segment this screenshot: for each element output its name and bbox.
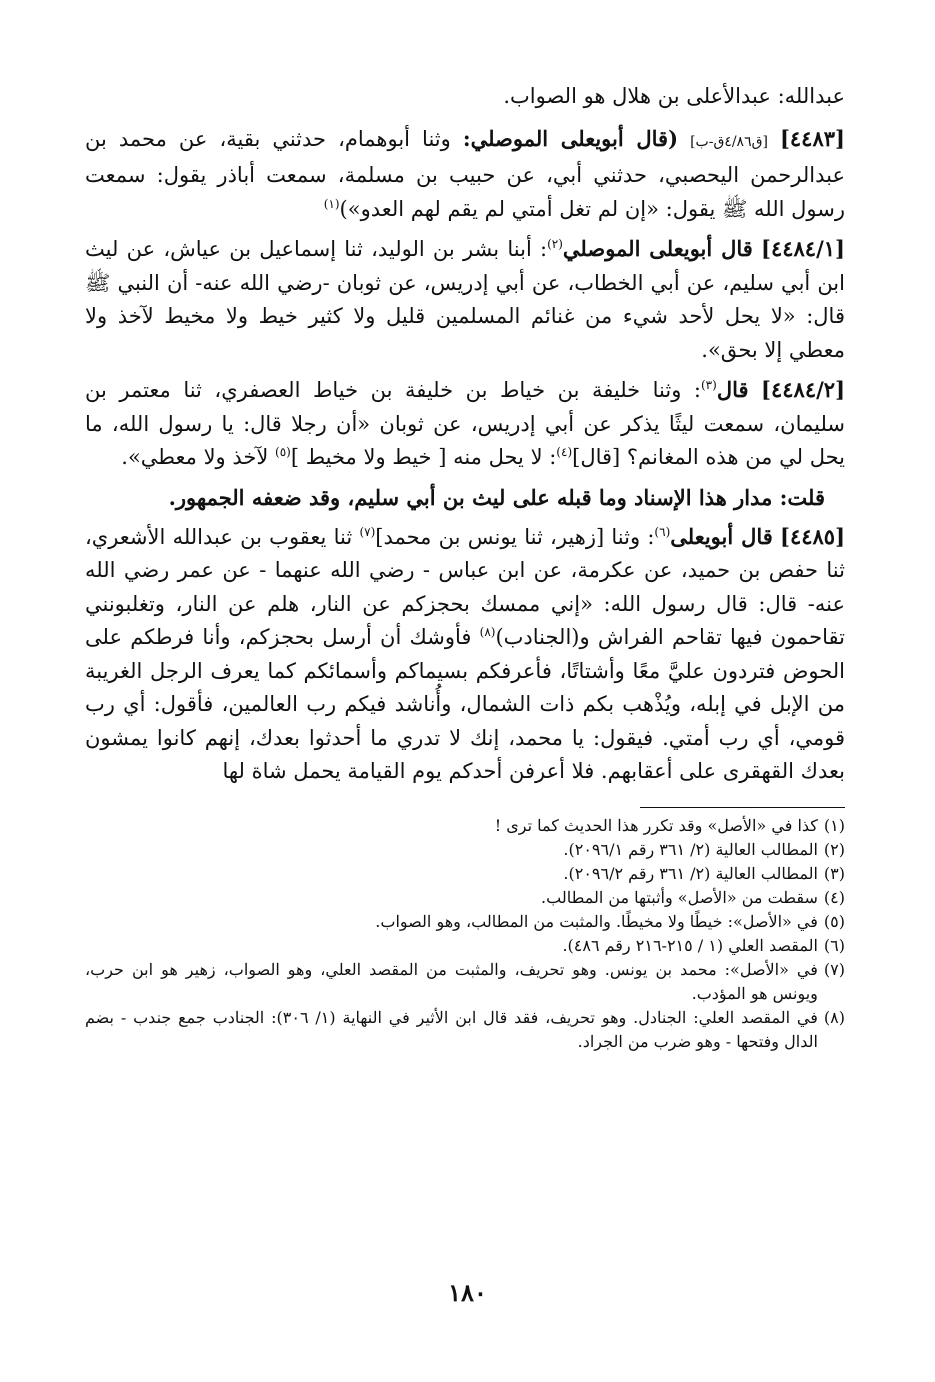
entry-attribution: (قال أبويعلى الموصلي:: [462, 125, 679, 151]
entry-attribution: قال أبويعلى: [670, 523, 773, 549]
footnote-ref: (٥): [275, 445, 291, 459]
entry-text: وثنا أبوهمام، حدثني بقية، عن محمد بن عبدالرحمن اليحصبي، حدثني أبي، عن حبيب بن مسلمة، سمعت أباذر يقول: سمعت رسول الله ﷺ يقول: «إن لم تغل أمتي لم يقم لهم العدو»): [85, 126, 845, 221]
footnote-mark: (٢): [823, 839, 845, 859]
footnote-5: [85, 910, 845, 934]
footnote-ref: (٨): [479, 625, 496, 639]
footnote-divider: [640, 807, 845, 808]
footnote-ref: (٣): [700, 378, 717, 392]
entry-text: : لا يحل منه [ خيط ولا مخيط ]: [290, 445, 557, 469]
entry-number: [٤٤٨٤/١]: [761, 236, 845, 261]
entry-text: : وثنا [زهير، ثنا يونس بن محمد]: [375, 524, 655, 549]
page-number: ١٨٠: [448, 1278, 487, 1307]
footnote-8: [85, 1006, 845, 1054]
entry-text: : وثنا خليفة بن خياط بن خليفة بن خياط العصفري، ثنا معتمر بن سليمان، سمعت ليثًا يذكر عن أبي إدريس، عن ثوبان «أن رجلا قال: يا رسول الله، ما يحل لي من هذه المغانم؟ [قال]: [85, 378, 845, 469]
footnote-mark: (٣): [823, 863, 845, 883]
footnote-4: [85, 886, 845, 910]
footnote-mark: (٦): [823, 935, 845, 955]
header-line: عبدالله: عبدالأعلى بن هلال هو الصواب.: [503, 84, 845, 108]
footnote-ref: (١): [323, 196, 340, 211]
footnote-2: [85, 838, 845, 862]
footnote-text: سقطت من «الأصل» وأثبتها من المطالب.: [541, 887, 818, 907]
footnote-text: في «الأصل»: محمد بن يونس. وهو تحريف، والمثبت من المقصد العلي، وهو الصواب، زهير هو ابن حرب، ويونس هو المؤدب.: [85, 959, 818, 1003]
entry-4484-2: [85, 373, 845, 475]
page-body: [85, 80, 845, 1054]
entry-number: [٤٤٨٥]: [780, 523, 845, 549]
footnote-mark: (٥): [823, 911, 845, 931]
entry-number: [٤٤٨٤/٢]: [761, 377, 845, 402]
footnote-mark: (٧): [823, 959, 845, 979]
footnote-3: [85, 862, 845, 886]
entry-4484-1: [85, 232, 845, 367]
footnote-7: [85, 958, 845, 1006]
entry-text: فأوشك أن أرسل بحجزكم، وأنا فرطكم على الحوض فتردون عليَّ معًا وأشتاتًا، فأعرفكم بسيماكم وأسمائكم كما يعرف الرجل الغريبة من الإبل في إبله، ويُذْهب بكم ذات الشمال، وأُناشد فيكم رب العالمين، فأقول: أي رب قومي، أي رب أمتي. فيقول: يا محمد، إنك لا تدري ما أحدثوا بعدك، إنهم كانوا يمشون بعدك القهقرى على أعقابهم. فلا أعرفن أحدكم يوم القيامة يحمل شاة لها: [85, 625, 845, 783]
footnote-mark: (١): [823, 815, 845, 835]
footnote-ref: (٤): [556, 445, 573, 459]
editor-comment: قلت: مدار هذا الإسناد وما قبله على ليث بن أبي سليم، وقد ضعفه الجمهور.: [168, 484, 825, 510]
footnote-text: في المقصد العلي: الجنادل. وهو تحريف، فقد قال ابن الأثير في النهاية (١/ ٣٠٦): الجنادب جمع جندب - بضم الدال وفتحها - وهو ضرب من الجراد.: [85, 1007, 818, 1051]
entry-text: لآخذ ولا معطي».: [121, 445, 276, 469]
footnote-text: المطالب العالية (٢/ ٣٦١ رقم ٢٠٩٦/٢).: [563, 863, 818, 883]
footnote-mark: (٤): [823, 887, 845, 907]
footnote-ref: (٢): [547, 237, 563, 251]
footnote-mark: (٨): [823, 1007, 845, 1027]
entry-number: [٤٤٨٣]: [779, 125, 845, 151]
entry-4483: [85, 122, 845, 227]
entry-attribution: قال: [716, 377, 749, 402]
entry-attribution: قال أبويعلى الموصلي: [562, 236, 753, 261]
footnote-ref: (٦): [654, 524, 671, 539]
footnote-text: المقصد العلي (١ / ٢١٥-٢١٦ رقم ٤٨٦).: [562, 935, 818, 955]
footnote-ref: (٧): [359, 524, 376, 539]
entry-text: : أبنا بشر بن الوليد، ثنا إسماعيل بن عياش، عن ليث ابن أبي سليم، عن أبي الخطاب، عن أبي إدريس، عن ثوبان -رضي الله عنه- أن النبي ﷺ قال: «لا يحل لأحد شيء من غنائم المسلمين قليل ولا كثير خيط ولا مخيط لآخذ ولا معطي إلا بحق».: [85, 237, 845, 362]
footnote-text: المطالب العالية (٢/ ٣٦١ رقم ٢٠٩٦/١).: [563, 839, 818, 859]
manuscript-ref: [ق٤/٨٦ق-ب]: [690, 133, 768, 150]
footnotes: [85, 814, 845, 1054]
footnote-1: [85, 814, 845, 838]
entry-4485: [85, 520, 845, 789]
footnote-text: في «الأصل»: خيطًا ولا مخيطًا. والمثبت من المطالب، وهو الصواب.: [375, 911, 818, 931]
entry-text: ثنا يعقوب بن عبدالله الأشعري، ثنا حفص بن حميد، عن عكرمة، عن ابن عباس - رضي الله عنهما - عن عمر رضي الله عنه- قال: قال رسول الله: «إني ممسك بحجزكم عن النار، هلم عن النار، وتغلبونني تقاحمون فيها تقاحم الفراش و(الجنادب): [85, 524, 845, 649]
footnote-6: [85, 934, 845, 958]
footnote-text: كذا في «الأصل» وقد تكرر هذا الحديث كما ترى !: [494, 815, 818, 835]
